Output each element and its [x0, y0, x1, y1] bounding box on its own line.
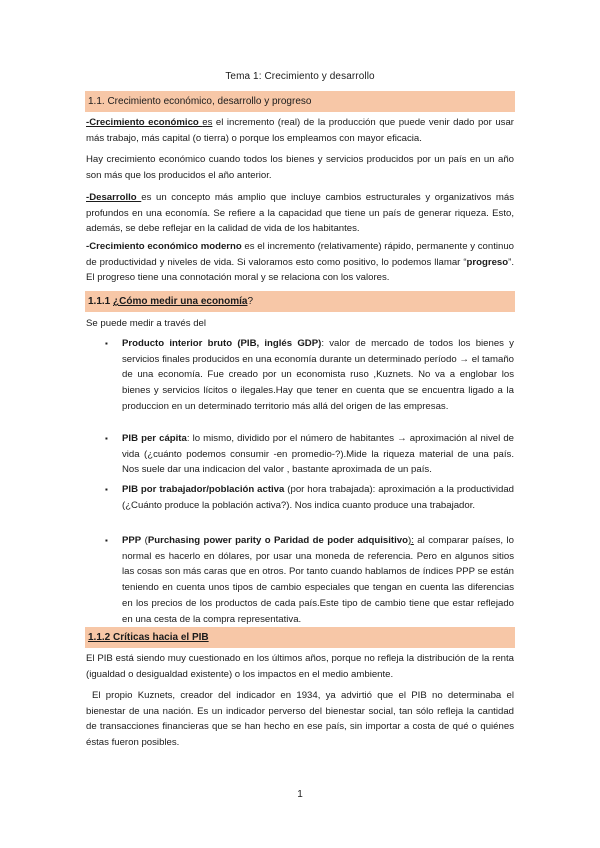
page-number: 1 — [297, 789, 303, 800]
page-title: Tema 1: Crecimiento y desarrollo — [225, 71, 375, 82]
paragraph-kuznets: El propio Kuznets, creador del indicador en 1934, ya advirtió que el PIB no determinaba el bienestar de una nación. Es un indicador perverso del bienestar social, tan sólo refleja la cantidad de transacciones financieras que se han hecho en ese país, sin importar a costa de qué o quiénes éstas fueron posibles. — [86, 690, 514, 749]
section-heading-1-1-2: 1.1.2 Críticas hacia el PIB — [85, 627, 515, 648]
bullet-icon: ▪ — [105, 339, 108, 348]
paragraph-crecimiento: -Crecimiento económico es el incremento (real) de la producción que puede venir dado por usar más trabajo, más capital (o tierra) o porque los empleamos con mayor eficacia. — [86, 117, 514, 144]
section-heading-1-1: 1.1. Crecimiento económico, desarrollo y progreso — [85, 91, 515, 112]
paragraph-criticas: El PIB está siendo muy cuestionado en los últimos años, porque no refleja la distribución de la renta (igualdad o desigualdad existente) o los impactos en el medio ambiente. — [86, 653, 514, 680]
list-item-pib-per-capita: PIB per cápita: lo mismo, dividido por el número de habitantes → aproximación al nivel de vida (¿cuánto podemos consumir -en promedio-?).Mide la riqueza material de una país. Nos suele dar una indicacion del valor , bastante aproximada de un país. — [122, 433, 514, 476]
list-item-ppp: PPP (Purchasing power parity o Paridad de poder adquisitivo): al comparar países, lo normal es hacerlo en dólares, por usar una moneda de referencia. Pero en algunos sitios las cosas son más caras que en otros. Por tanto cuando hablamos de índices PPP se están teniendo en cuenta unos tipos de cambio especiales que tengan en cuenta las diferencias en los precios de los productos de cada país.Este tipo de cambio tiene que estar reflejado en una cesta de la compra representativa. — [122, 535, 514, 625]
list-item-pib: Producto interior bruto (PIB, inglés GDP): valor de mercado de todos los bienes y servicios finales producidos en una economía durante un determinado período → el tamaño de una economía. Fue creado por un economista ruso ,Kuznets. No va a englobar los bienes y servicios lícitos o ilegales.Hay que tener en cuenta que se encuentra ligado a la produccion en un determinado territorio más allá del origen de las empresas. — [122, 338, 514, 412]
bullet-icon: ▪ — [105, 536, 108, 545]
bullet-icon: ▪ — [105, 485, 108, 494]
paragraph-medir: Se puede medir a través del — [86, 318, 206, 329]
bullet-icon: ▪ — [105, 434, 108, 443]
list-item-pib-trabajador: PIB por trabajador/población activa (por hora trabajada): aproximación a la productividad (¿Cuánto produce la población activa?). Nos indica cuanto produce una trabajador. — [122, 484, 514, 511]
section-heading-1-1-1: 1.1.1 ¿Cómo medir una economía? — [85, 291, 515, 312]
paragraph-crecimiento-moderno: -Crecimiento económico moderno es el incremento (relativamente) rápido, permanente y continuo de productividad y niveles de vida. Si valoramos esto como positivo, lo podemos llamar “progreso”. El progreso tiene una connotación moral y se relaciona con los valores. — [86, 241, 514, 284]
paragraph-hay-crecimiento: Hay crecimiento económico cuando todos los bienes y servicios producidos por un país en un año son más que los producidos el año anterior. — [86, 154, 514, 181]
paragraph-desarrollo: -Desarrollo es un concepto más amplio que incluye cambios estructurales y organizativos más profundos en una economía. Se refiere a la capacidad que tiene un país de generar riqueza. Esto, además, se debe reflejar en la calidad de vida de los habitantes. — [86, 192, 514, 235]
